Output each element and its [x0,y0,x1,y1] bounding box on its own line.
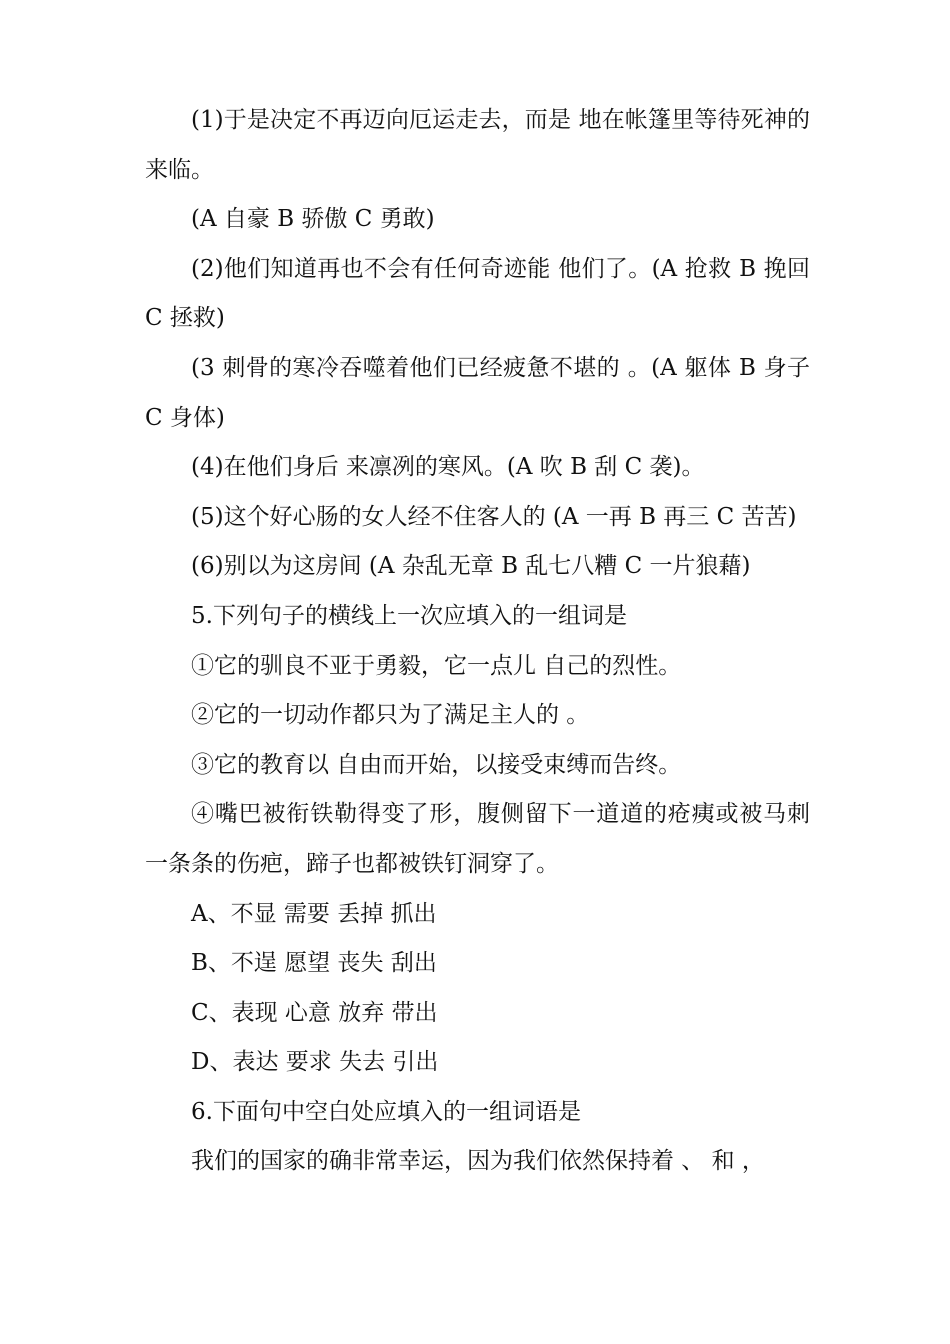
question-6-sentence: 我们的国家的确非常幸运，因为我们依然保持着 、 和 ， [191,1148,765,1175]
question-4-item-6: (6)别以为这房间 (A 杂乱无章 B 乱七八糟 C 一片狼藉) [191,553,751,580]
question-4-item-4: (4)在他们身后 来凛冽的寒风。(A 吹 B 刮 C 袭)。 [191,454,705,481]
question-5-option-d: D、表达 要求 失去 引出 [191,1049,439,1076]
question-4-item-2: (2)他们知道再也不会有任何奇迹能 他们了。(A 抢救 B 挽回 C 拯救) [145,255,818,332]
question-4-item-1: (1)于是决定不再迈向厄运走去，而是 地在帐篷里等待死神的来临。 [145,107,810,183]
question-4-item-3: (3 刺骨的寒冷吞噬着他们已经疲惫不堪的 。(A 躯体 B 身子 C 身体) [145,354,818,431]
question-5-sentence-1: ①它的驯良不亚于勇毅，它一点儿 自己的烈性。 [191,652,682,679]
question-4-item-5: (5)这个好心肠的女人经不住客人的 (A 一再 B 再三 C 苦苦) [191,503,797,530]
question-5-sentence-4: ④嘴巴被衔铁勒得变了形，腹侧留下一道道的疮痍或被马刺一条条的伤疤，蹄子也都被铁钉洞穿了。 [145,801,810,877]
question-5-option-a: A、不显 需要 丢掉 抓出 [191,900,437,927]
question-4-item-1-options: (A 自豪 B 骄傲 C 勇敢) [191,206,435,233]
question-5-option-c: C、表现 心意 放弃 带出 [191,999,438,1026]
question-5-sentence-3: ③它的教育以 自由而开始，以接受束缚而告终。 [191,751,682,778]
question-5-option-b: B、不逞 愿望 丧失 刮出 [191,950,437,977]
question-5-sentence-2: ②它的一切动作都只为了满足主人的 。 [191,702,590,729]
document-body [145,96,818,1187]
question-6-stem: 6.下面句中空白处应填入的一组词语是 [191,1098,581,1125]
question-5-stem: 5.下列句子的横线上一次应填入的一组词是 [191,602,627,629]
